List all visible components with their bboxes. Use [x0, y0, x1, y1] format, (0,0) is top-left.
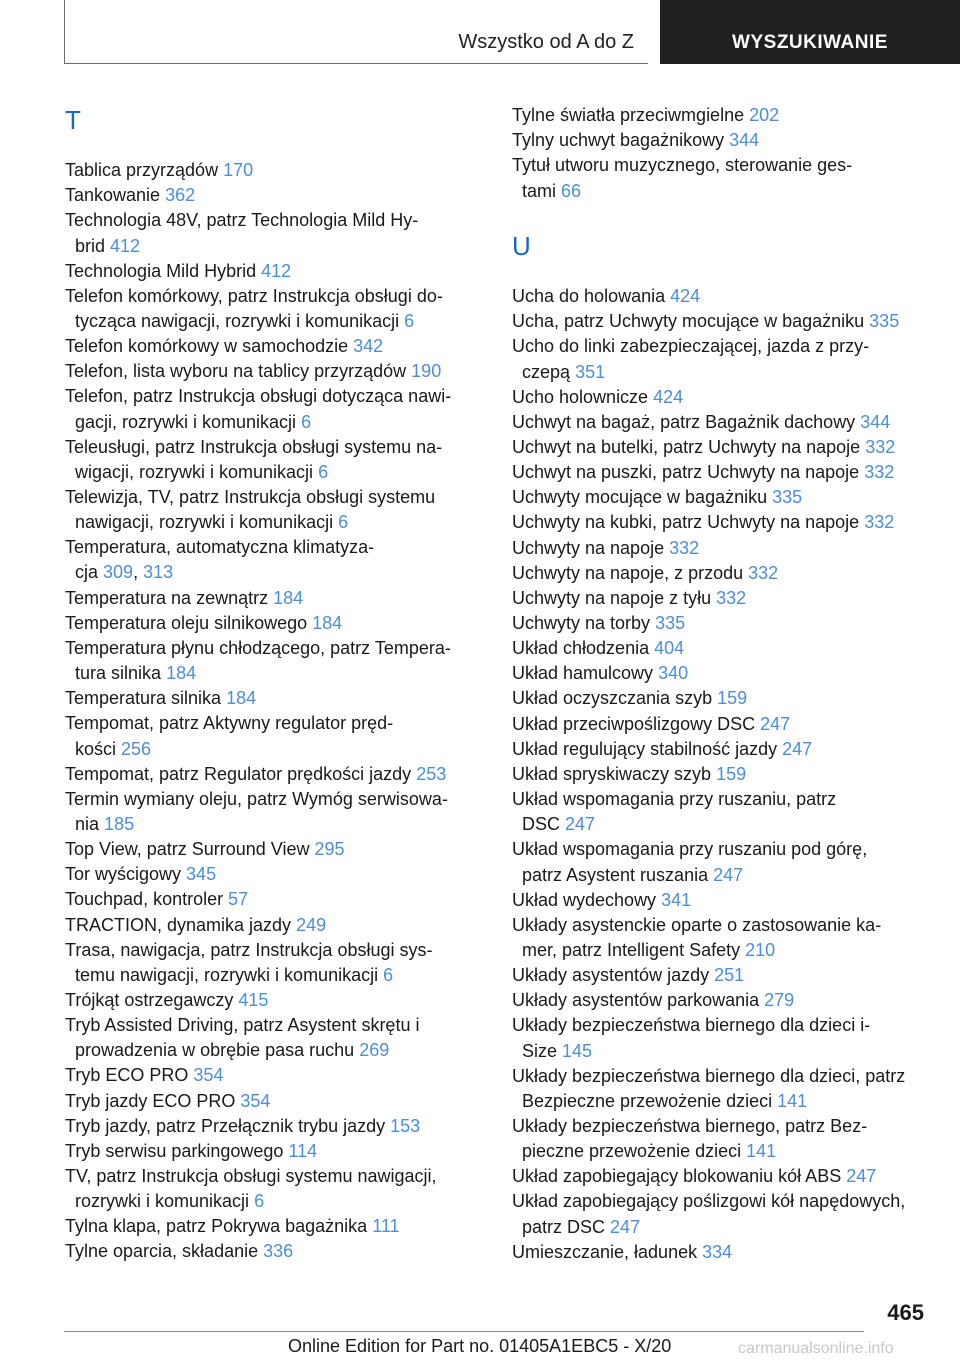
page-link[interactable]: 295 [314, 839, 345, 860]
page-link[interactable]: 111 [372, 1216, 400, 1237]
page-link[interactable]: 57 [228, 889, 249, 910]
entry-text: Układy bezpieczeństwa biernego dla dzieci, patrz [512, 1065, 906, 1086]
entry-text: Telefon, lista wyboru na tablicy przyrządów [65, 361, 407, 382]
page-link[interactable]: 210 [745, 939, 776, 960]
page-link[interactable]: 279 [764, 990, 795, 1011]
entry-continuation-text: cja [75, 562, 99, 583]
page-link[interactable]: 341 [661, 889, 692, 910]
entry-text: Tryb Assisted Driving, patrz Asystent skrętu i [65, 1015, 420, 1036]
page-link[interactable]: 354 [193, 1065, 224, 1086]
index-entry [65, 1214, 485, 1239]
entry-text: Układ regulujący stabilność jazdy [512, 738, 778, 759]
tab-search[interactable]: WYSZUKIWANIE [660, 0, 960, 64]
index-entry [65, 208, 485, 258]
entry-text: Tylne światła przeciwmgielne [512, 105, 745, 125]
entry-text: Termin wymiany oleju, patrz Wymóg serwisowa- [65, 788, 448, 809]
entry-text: Tablica przyrządów [65, 160, 219, 180]
entry-continuation [512, 1215, 932, 1240]
index-entry [65, 913, 485, 938]
entry-continuation-text: brid [75, 235, 106, 256]
entry-text: Uchwyty na napoje, z przodu [512, 562, 744, 583]
entry-text: TRACTION, dynamika jazdy [65, 914, 292, 935]
entry-continuation-text: mer, patrz Intelligent Safety [522, 939, 741, 960]
page-link[interactable]: 424 [653, 386, 684, 407]
entry-continuation-text: patrz Asystent ruszania [522, 864, 709, 885]
page-link[interactable]: 185 [104, 813, 135, 834]
entry-text: Układy asystentów jazdy [512, 965, 710, 986]
index-entry [512, 1013, 932, 1063]
entry-text: Tor wyścigowy [65, 864, 182, 885]
entry-text: Układ wspomagania przy ruszaniu, patrz [512, 789, 837, 809]
entry-text: Ucha, patrz Uchwyty mocujące w bagażniku [512, 311, 865, 332]
entry-text: Uchwyty mocujące w bagażniku [512, 487, 768, 508]
page-link[interactable]: 66 [561, 180, 582, 201]
index-entry [65, 359, 485, 384]
page-link[interactable]: 332 [716, 587, 747, 608]
entry-continuation-text: Size [522, 1040, 558, 1061]
entry-text: TV, patrz Instrukcja obsługi systemu nawigacji, [65, 1166, 437, 1186]
index-entry [512, 128, 932, 153]
page-link[interactable]: 247 [760, 713, 791, 734]
index-entry [512, 460, 932, 485]
entry-continuation [512, 812, 932, 837]
entry-text: Układy asystentów parkowania [512, 990, 760, 1011]
entry-continuation [65, 737, 485, 762]
index-entry [65, 1164, 485, 1214]
page-link[interactable]: 6 [338, 512, 349, 533]
index-entry [65, 284, 485, 334]
entry-continuation: cja 309, 313 [75, 562, 174, 583]
entry-text: Telefon, patrz Instrukcja obsługi dotycząca nawi- [65, 386, 452, 407]
index-entry [65, 384, 485, 434]
entry-text: Tempomat, patrz Aktywny regulator pręd- [65, 713, 394, 734]
page-link[interactable]: 335 [869, 311, 900, 332]
entry-continuation-text: rozrywki i komunikacji [75, 1191, 250, 1212]
footer-rule [64, 1331, 864, 1332]
entry-continuation [512, 863, 932, 888]
entry-continuation [65, 410, 485, 435]
index-entry [512, 636, 932, 661]
page-link[interactable]: 336 [263, 1241, 294, 1262]
entry-text: Ucho do linki zabezpieczającej, jazda z przy- [512, 336, 870, 357]
index-entry [512, 963, 932, 988]
page-link[interactable]: 415 [238, 989, 269, 1010]
index-entry [512, 1114, 932, 1164]
entry-text: Układ chłodzenia [512, 638, 650, 659]
index-entry [512, 561, 932, 586]
entry-text: Uchwyt na puszki, patrz Uchwyty na napoje [512, 462, 860, 483]
entry-continuation [65, 812, 485, 837]
entry-continuation [65, 963, 485, 988]
page-link[interactable]: 247 [782, 738, 813, 759]
page-link[interactable]: 404 [654, 638, 685, 659]
page-link[interactable]: 247 [565, 814, 596, 835]
entry-text: Telefon komórkowy w samochodzie [65, 336, 349, 357]
entry-continuation-text: tura silnika [75, 663, 162, 684]
index-entry [65, 1089, 485, 1114]
entry-text: Tytuł utworu muzycznego, sterowanie ges- [512, 155, 853, 176]
entry-continuation-text: patrz DSC [522, 1216, 606, 1237]
index-entry [512, 686, 932, 711]
header-left-rule [64, 0, 65, 64]
page-link[interactable]: 6 [404, 310, 415, 331]
index-entry [512, 536, 932, 561]
index-entry [512, 1189, 932, 1239]
index-entry [512, 737, 932, 762]
page-link[interactable]: 332 [669, 537, 700, 558]
entry-text: Tankowanie [65, 185, 161, 206]
index-entry [65, 837, 485, 862]
entry-continuation-text: DSC [522, 814, 561, 835]
entry-text: Tryb serwisu parkingowego [65, 1140, 284, 1161]
entry-text: Uchwyty na napoje z tyłu [512, 587, 712, 608]
entry-continuation [65, 460, 485, 485]
entry-text: Uchwyt na bagaż, patrz Bagażnik dachowy [512, 411, 856, 432]
entry-text: Tryb jazdy ECO PRO [65, 1090, 236, 1111]
page-link[interactable]: 345 [186, 864, 217, 885]
page-link[interactable]: 159 [716, 763, 747, 784]
watermark: carmanualsonline.info [738, 1340, 894, 1357]
page-link[interactable]: 190 [411, 361, 442, 382]
entry-text: Uchwyty na napoje [512, 537, 665, 558]
page-link[interactable]: 6 [254, 1191, 265, 1212]
entry-continuation [512, 1089, 932, 1114]
entry-text: Technologia Mild Hybrid [65, 260, 257, 281]
entry-text: Tempomat, patrz Regulator prędkości jazdy [65, 763, 412, 784]
page-link[interactable]: 6 [318, 461, 329, 482]
entry-continuation [65, 661, 485, 686]
entry-text: Uchwyt na butelki, patrz Uchwyty na napoje [512, 436, 861, 457]
index-entry [65, 862, 485, 887]
page-link[interactable]: 202 [749, 105, 780, 125]
entry-text: Uchwyty na kubki, patrz Uchwyty na napoje [512, 512, 860, 533]
entry-continuation [65, 234, 485, 259]
entry-text: Telewizja, TV, patrz Instrukcja obsługi systemu [65, 486, 436, 507]
page-link[interactable]: 184 [166, 663, 197, 684]
index-entry [512, 611, 932, 636]
index-entry [65, 535, 485, 585]
entry-text: Uchwyty na torby [512, 612, 651, 633]
index-entry [65, 988, 485, 1013]
entry-text: Układ hamulcowy [512, 663, 654, 684]
entry-continuation [512, 179, 932, 204]
entry-continuation [512, 360, 932, 385]
index-entry [512, 712, 932, 737]
entry-text: Układ oczyszczania szyb [512, 688, 713, 709]
index-entry [65, 938, 485, 988]
page-link[interactable]: 332 [864, 512, 895, 533]
page-link[interactable]: 342 [353, 336, 384, 357]
page-link[interactable]: 256 [121, 738, 152, 759]
page-link[interactable]: 6 [301, 411, 312, 432]
index-entry [512, 586, 932, 611]
page-link[interactable]: 335 [772, 487, 803, 508]
entry-text: Układ wydechowy [512, 889, 657, 910]
index-entry [65, 435, 485, 485]
page-link[interactable]: 159 [717, 688, 748, 709]
entry-text: Układy bezpieczeństwa biernego dla dzieci i- [512, 1015, 871, 1036]
page-link[interactable]: 424 [670, 286, 701, 306]
index-entry [512, 284, 932, 309]
entry-text: Telefon komórkowy, patrz Instrukcja obsługi do- [65, 285, 443, 306]
entry-continuation-text: tami [522, 180, 557, 201]
entry-text: Technologia 48V, patrz Technologia Mild Hy- [65, 210, 419, 231]
index-entry [512, 410, 932, 435]
index-entry [512, 1064, 932, 1114]
page-link[interactable]: 145 [562, 1040, 593, 1061]
index-entry [512, 787, 932, 837]
entry-text: Tylna klapa, patrz Pokrywa bagażnika [65, 1216, 368, 1237]
entry-text: Tryb ECO PRO [65, 1065, 189, 1086]
entry-text: Umieszczanie, ładunek [512, 1241, 698, 1262]
entry-continuation [65, 309, 485, 334]
index-entry [512, 837, 932, 887]
page-link[interactable]: 354 [240, 1090, 271, 1111]
entry-continuation [65, 510, 485, 535]
page-link[interactable]: 184 [273, 587, 304, 608]
entry-text: Top View, patrz Surround View [65, 839, 310, 860]
entry-continuation-text: nawigacji, rozrywki i komunikacji [75, 512, 334, 533]
entry-continuation-text: Bezpieczne przewożenie dzieci [522, 1090, 773, 1111]
entry-continuation-text: temu nawigacji, rozrywki i komunikacji [75, 964, 379, 985]
entry-text: Układ przeciwpoślizgowy DSC [512, 713, 756, 734]
entry-continuation [65, 1189, 485, 1214]
entry-text: Touchpad, kontroler [65, 889, 224, 910]
page-link[interactable]: 362 [165, 185, 196, 206]
index-entry [65, 485, 485, 535]
index-entry [512, 913, 932, 963]
index-entry [512, 661, 932, 686]
index-entry [512, 510, 932, 535]
entry-text: Ucho holownicze [512, 386, 649, 407]
page-link[interactable]: 6 [383, 964, 394, 985]
entry-continuation-text: czepą [522, 361, 571, 382]
page-link[interactable]: 249 [296, 914, 327, 935]
page-link[interactable]: 184 [226, 688, 257, 709]
page-link[interactable]: 269 [359, 1040, 390, 1061]
entry-text: Układ wspomagania przy ruszaniu pod górę, [512, 839, 868, 860]
index-entry [65, 762, 485, 787]
page-link[interactable]: 412 [110, 235, 141, 256]
entry-text: Tylne oparcia, składanie [65, 1241, 259, 1262]
entry-text: Układ spryskiwaczy szyb [512, 763, 712, 784]
page-link[interactable]: 247 [713, 864, 744, 885]
page-link[interactable]: 153 [390, 1115, 421, 1136]
index-entry [65, 611, 485, 636]
page-link[interactable]: 412 [261, 260, 292, 281]
page-link[interactable]: 344 [860, 411, 891, 432]
page-link[interactable]: 309 [103, 562, 134, 583]
page-link[interactable]: 141 [777, 1090, 808, 1111]
entry-continuation-text: pieczne przewożenie dzieci [522, 1141, 742, 1162]
entry-continuation-text: wigacji, rozrywki i komunikacji [75, 461, 314, 482]
index-entry [65, 686, 485, 711]
entry-continuation-text: gacji, rozrywki i komunikacji [75, 411, 297, 432]
page-link[interactable]: 170 [223, 160, 254, 180]
page-link[interactable]: 184 [312, 612, 343, 633]
index-entry [512, 485, 932, 510]
page-link[interactable]: 335 [655, 612, 686, 633]
entry-text: Temperatura, automatyczna klimatyza- [65, 537, 375, 558]
index-entry [512, 334, 932, 384]
index-entry [65, 636, 485, 686]
page-link[interactable]: 344 [729, 130, 760, 151]
index-entry [65, 183, 485, 208]
index-entry [65, 887, 485, 912]
page-link[interactable]: 351 [575, 361, 606, 382]
entry-text: Układ zapobiegający poślizgowi kół napędowych, [512, 1191, 906, 1212]
entry-text: Układy bezpieczeństwa biernego, patrz Bez- [512, 1115, 868, 1136]
entry-text: Teleusługi, patrz Instrukcja obsługi systemu na- [65, 436, 443, 457]
entry-text: Układ zapobiegający blokowaniu kół ABS [512, 1166, 842, 1187]
page-link[interactable]: 247 [610, 1216, 641, 1237]
index-entry [512, 435, 932, 460]
section-letter: T [65, 105, 81, 135]
entry-continuation-text: nia [75, 813, 100, 834]
index-entry [65, 711, 485, 761]
index-entry [65, 1114, 485, 1139]
index-entry [512, 385, 932, 410]
entry-continuation-text: kości [75, 738, 117, 759]
entry-text: Trasa, nawigacja, patrz Instrukcja obsługi sys- [65, 939, 433, 960]
page-link[interactable]: 247 [846, 1166, 877, 1187]
index-entry [512, 1164, 932, 1189]
entry-text: Temperatura silnika [65, 688, 222, 709]
entry-continuation [512, 938, 932, 963]
index-entry [512, 888, 932, 913]
index-entry [512, 1240, 932, 1265]
index-entry [512, 103, 932, 128]
index-entry [512, 153, 932, 203]
index-entry [65, 1239, 485, 1264]
entry-text: Temperatura płynu chłodzącego, patrz Tempera- [65, 637, 451, 658]
index-entry [65, 1139, 485, 1164]
page-link[interactable]: 332 [865, 436, 896, 457]
entry-continuation [65, 1038, 485, 1063]
page-link[interactable]: 251 [714, 965, 745, 986]
index-entry [512, 762, 932, 787]
footer-edition: Online Edition for Part no. 01405A1EBC5 - X/20 [288, 1336, 672, 1356]
entry-text: Ucha do holowania [512, 286, 666, 306]
index-entry [65, 1063, 485, 1088]
index-entry [65, 158, 485, 183]
entry-text: Tylny uchwyt bagażnikowy [512, 130, 725, 151]
entry-continuation [512, 1039, 932, 1064]
page-link[interactable]: 313 [143, 562, 174, 583]
entry-continuation-text: tycząca nawigacji, rozrywki i komunikacji [75, 310, 400, 331]
entry-text: Układy asystenckie oparte o zastosowanie ka- [512, 914, 882, 935]
index-entry [65, 334, 485, 359]
page-link[interactable]: 114 [288, 1140, 318, 1161]
page-link[interactable]: 340 [658, 663, 689, 684]
entry-text: Tryb jazdy, patrz Przełącznik trybu jazdy [65, 1115, 386, 1136]
entry-text: Trójkąt ostrzegawczy [65, 989, 234, 1010]
index-entry [512, 988, 932, 1013]
section-letter: U [512, 231, 531, 261]
entry-text: Temperatura na zewnątrz [65, 587, 269, 608]
index-entry [65, 1013, 485, 1063]
entry-continuation [512, 1139, 932, 1164]
entry-continuation-text: prowadzenia w obrębie pasa ruchu [75, 1040, 355, 1061]
entry-text: Temperatura oleju silnikowego [65, 612, 308, 633]
page-link[interactable]: 253 [416, 763, 447, 784]
index-entry [512, 309, 932, 334]
page-number: 465 [887, 1300, 924, 1325]
index-entry [65, 787, 485, 837]
page-link[interactable]: 141 [746, 1141, 777, 1162]
index-entry [65, 586, 485, 611]
page-link[interactable]: 332 [748, 562, 779, 583]
tab-a-to-z[interactable]: Wszystko od A do Z [458, 31, 634, 53]
page-link[interactable]: 334 [702, 1241, 733, 1262]
page-link[interactable]: 332 [864, 462, 895, 483]
index-entry [65, 259, 485, 284]
